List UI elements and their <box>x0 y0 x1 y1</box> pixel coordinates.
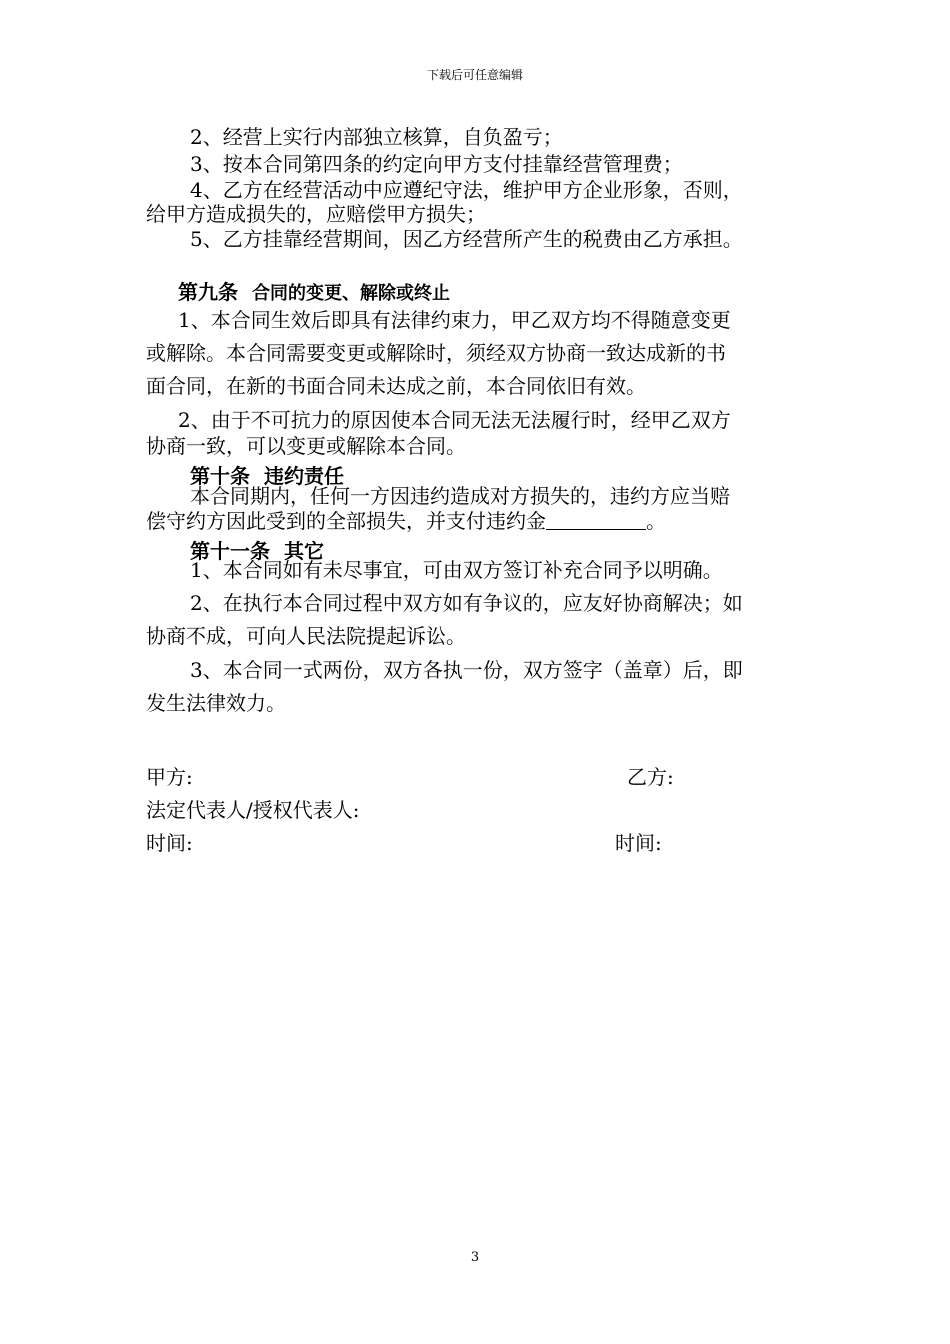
representative-label: 法定代表人/授权代表人: <box>146 798 360 822</box>
clause-8-item-4-line-2: 给甲方造成损失的，应赔偿甲方损失； <box>146 202 486 226</box>
penalty-amount-blank <box>546 511 646 530</box>
article-10-number: 第十条 <box>190 464 250 488</box>
article-10-line-2-text: 偿守约方因此受到的全部损失，并支付违约金 <box>146 509 546 533</box>
party-b-time-label: 时间: <box>615 831 662 855</box>
article-11-item-2-line-2: 协商不成，可向人民法院提起诉讼。 <box>146 624 466 648</box>
party-b-label: 乙方: <box>627 765 674 789</box>
article-9-item-1-line-3: 面合同，在新的书面合同未达成之前，本合同依旧有效。 <box>146 374 646 398</box>
clause-8-item-2: 2、经营上实行内部独立核算，自负盈亏； <box>190 125 563 149</box>
article-10-line-2-end: 。 <box>646 509 666 533</box>
clause-8-item-3: 3、按本合同第四条的约定向甲方支付挂靠经营管理费； <box>190 152 683 176</box>
article-11-item-3-line-1: 3、本合同一式两份，双方各执一份，双方签字（盖章）后，即 <box>190 658 743 682</box>
article-9-item-2-line-2: 协商一致，可以变更或解除本合同。 <box>146 434 466 458</box>
article-11-item-1: 1、本合同如有未尽事宜，可由双方签订补充合同予以明确。 <box>190 558 723 582</box>
article-9-title: 合同的变更、解除或终止 <box>252 283 450 304</box>
party-a-label: 甲方: <box>146 765 193 789</box>
article-11-number: 第十一条 <box>190 539 270 563</box>
article-10-title: 违约责任 <box>264 464 344 488</box>
article-11-title: 其它 <box>284 539 324 563</box>
article-9-heading <box>178 276 450 305</box>
article-9-item-1-line-1: 1、本合同生效后即具有法律约束力，甲乙双方均不得随意变更 <box>178 308 731 332</box>
clause-8-item-5: 5、乙方挂靠经营期间，因乙方经营所产生的税费由乙方承担。 <box>190 227 743 251</box>
article-10-line-2 <box>146 511 806 531</box>
article-11-item-3-line-2: 发生法律效力。 <box>146 691 286 715</box>
page-header: 下载后可任意编辑 <box>426 68 523 82</box>
article-9-item-1-line-2: 或解除。本合同需要变更或解除时，须经双方协商一致达成新的书 <box>146 341 726 365</box>
clause-8-item-4-line-1: 4、乙方在经营活动中应遵纪守法，维护甲方企业形象，否则， <box>190 178 743 202</box>
article-9-item-2-line-1: 2、由于不可抗力的原因使本合同无法无法履行时，经甲乙双方 <box>178 408 731 432</box>
party-a-time-label: 时间: <box>146 831 193 855</box>
article-11-item-2-line-1: 2、在执行本合同过程中双方如有争议的，应友好协商解决；如 <box>190 591 743 615</box>
article-10-line-1: 本合同期内，任何一方因违约造成对方损失的，违约方应当赔 <box>190 484 730 508</box>
article-9-number: 第九条 <box>178 280 238 304</box>
page-number: 3 <box>470 1250 480 1265</box>
